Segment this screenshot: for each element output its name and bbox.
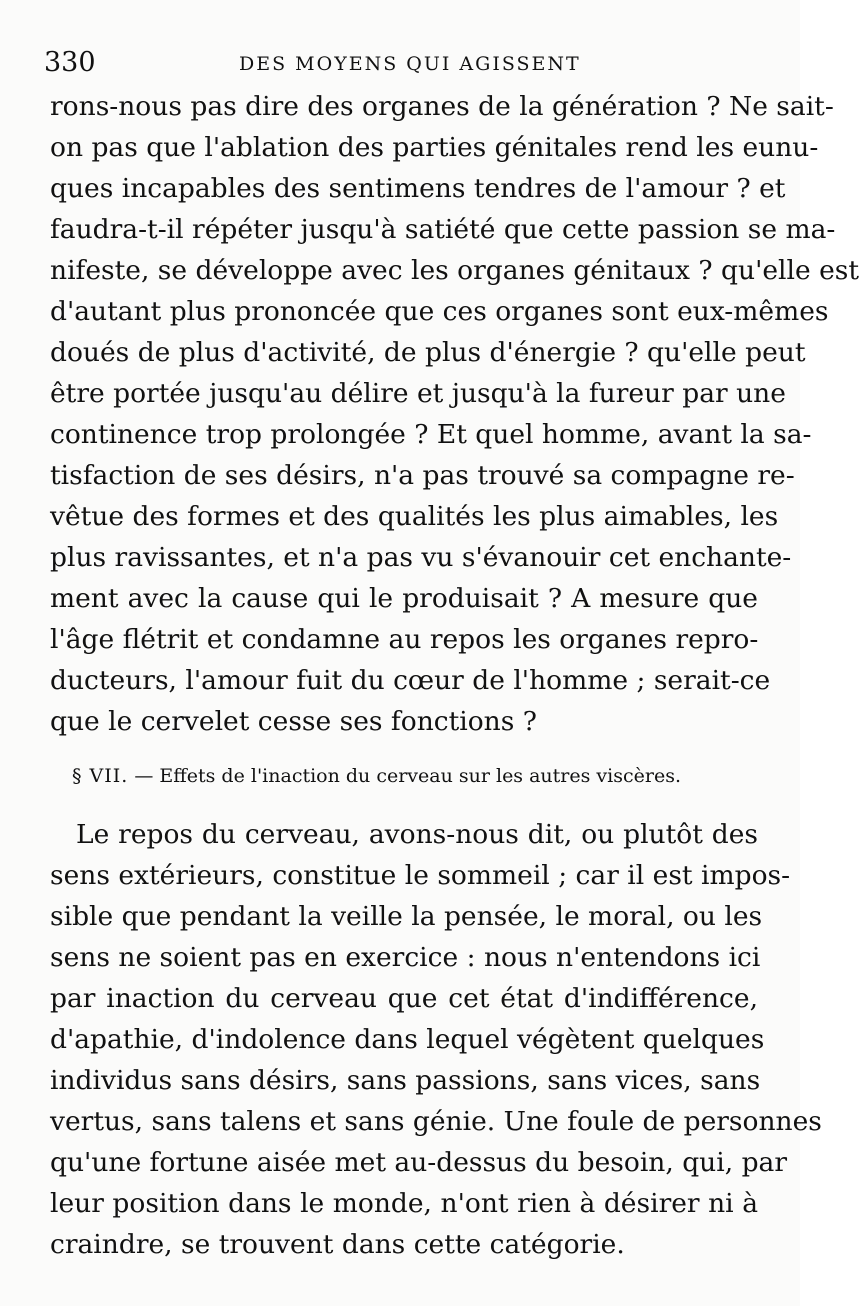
text-line: ques incapables des sentimens tendres de l'amour ? et	[50, 173, 786, 204]
text-line: rons-nous pas dire des organes de la génération ? Ne sait-	[50, 91, 834, 122]
text-line: sens ne soient pas en exercice : nous n'entendons ici	[50, 942, 761, 973]
text-line: ment avec la cause qui le produisait ? A mesure que	[50, 583, 758, 614]
text-line: par inaction du cerveau que cet état d'indifférence,	[50, 983, 758, 1014]
text-line: leur position dans le monde, n'ont rien à désirer ni à	[50, 1188, 758, 1219]
text-line: plus ravissantes, et n'a pas vu s'évanouir cet enchante-	[50, 542, 792, 573]
text-line: vêtue des formes et des qualités les plus aimables, les	[50, 501, 779, 532]
text-line: doués de plus d'activité, de plus d'énergie ? qu'elle peut	[50, 337, 806, 368]
text-line: individus sans désirs, sans passions, sans vices, sans	[50, 1065, 761, 1096]
text-line: d'apathie, d'indolence dans lequel végètent quelques	[50, 1024, 765, 1055]
text-line: sible que pendant la veille la pensée, le moral, ou les	[50, 901, 763, 932]
text-line: sens extérieurs, constitue le sommeil ; car il est impos-	[50, 860, 791, 891]
page-header	[44, 46, 764, 80]
text-line: faudra-t-il répéter jusqu'à satiété que cette passion se ma-	[50, 214, 836, 245]
text-line: tisfaction de ses désirs, n'a pas trouvé sa compagne re-	[50, 460, 795, 491]
text-line: que le cervelet cesse ses fonctions ?	[50, 706, 537, 737]
text-line: vertus, sans talens et sans génie. Une foule de personnes	[50, 1106, 822, 1137]
section-number: § VII.	[72, 765, 129, 787]
text-line: continence trop prolongée ? Et quel homme, avant la sa-	[50, 419, 812, 450]
text-line: d'autant plus prononcée que ces organes sont eux-mêmes	[50, 296, 829, 327]
paragraph-1	[50, 86, 859, 742]
section-heading	[72, 762, 762, 790]
text-line: ducteurs, l'amour fuit du cœur de l'homme ; serait-ce	[50, 665, 771, 696]
text-line: craindre, se trouvent dans cette catégorie.	[50, 1229, 625, 1260]
page-number: 330	[44, 47, 96, 78]
running-head: DES MOYENS QUI AGISSENT	[239, 53, 581, 75]
text-line: Le repos du cerveau, avons-nous dit, ou plutôt des	[76, 819, 758, 850]
text-line: nifeste, se développe avec les organes génitaux ? qu'elle est	[50, 255, 859, 286]
section-title: — Effets de l'inaction du cerveau sur les autres viscères.	[134, 765, 681, 787]
text-line: on pas que l'ablation des parties génitales rend les eunu-	[50, 132, 819, 163]
text-line: être portée jusqu'au délire et jusqu'à la fureur par une	[50, 378, 786, 409]
text-line: l'âge flétrit et condamne au repos les organes repro-	[50, 624, 759, 655]
text-line: qu'une fortune aisée met au-dessus du besoin, qui, par	[50, 1147, 788, 1178]
paragraph-2	[50, 814, 822, 1265]
